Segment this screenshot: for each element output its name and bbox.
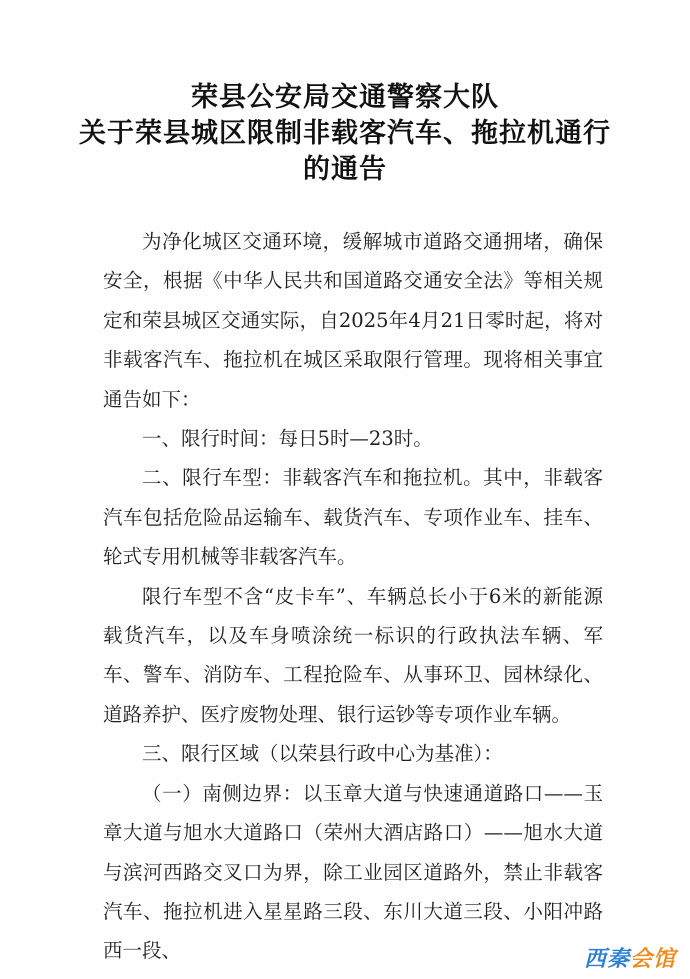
watermark-text-part2: 会馆 <box>629 946 676 972</box>
title-line-3: 的通告 <box>303 154 387 185</box>
notice-title <box>0 80 690 188</box>
paragraph-intro: 为净化城区交通环境，缓解城市道路交通拥堵，确保安全，根据《中华人民共和国道路交通安全法》等相关规定和荣县城区交通实际，自2025年4月21日零时起，将对非载客汽车、拖拉机在城区采取限行管理。现将相关事宜通告如下： <box>103 230 603 411</box>
title-line-2: 关于荣县城区限制非载客汽车、拖拉机通行 <box>79 118 611 149</box>
paragraph-vehicle-type: 二、限行车型：非载客汽车和拖拉机。其中，非载客汽车包括危险品运输车、载货汽车、专项作业车、挂车、轮式专用机械等非载客汽车。 <box>103 466 603 569</box>
watermark-text-part1: 西秦 <box>583 946 630 972</box>
paragraph-south-boundary: （一）南侧边界：以玉章大道与快速通道路口——玉章大道与旭水大道路口（荣州大酒店路口）——旭水大道与滨河西路交叉口为界，除工业园区道路外，禁止非载客汽车、拖拉机进入星星路三段、东川大道三段、小阳冲路西一段、 <box>103 781 603 963</box>
notice-body <box>103 222 603 971</box>
watermark-logo <box>584 943 676 971</box>
paragraph-exemptions: 限行车型不含“皮卡车”、车辆总长小于6米的新能源载货汽车，以及车身喷涂统一标识的行政执法车辆、军车、警车、消防车、工程抢险车、从事环卫、园林绿化、道路养护、医疗废物处理、银行运钞等专项作业车辆。 <box>103 584 603 726</box>
paragraph-time: 一、限行时间：每日5时—23时。 <box>142 427 433 451</box>
title-line-1: 荣县公安局交通警察大队 <box>191 82 499 113</box>
paragraph-area-heading: 三、限行区域（以荣县行政中心为基准）： <box>142 742 503 766</box>
